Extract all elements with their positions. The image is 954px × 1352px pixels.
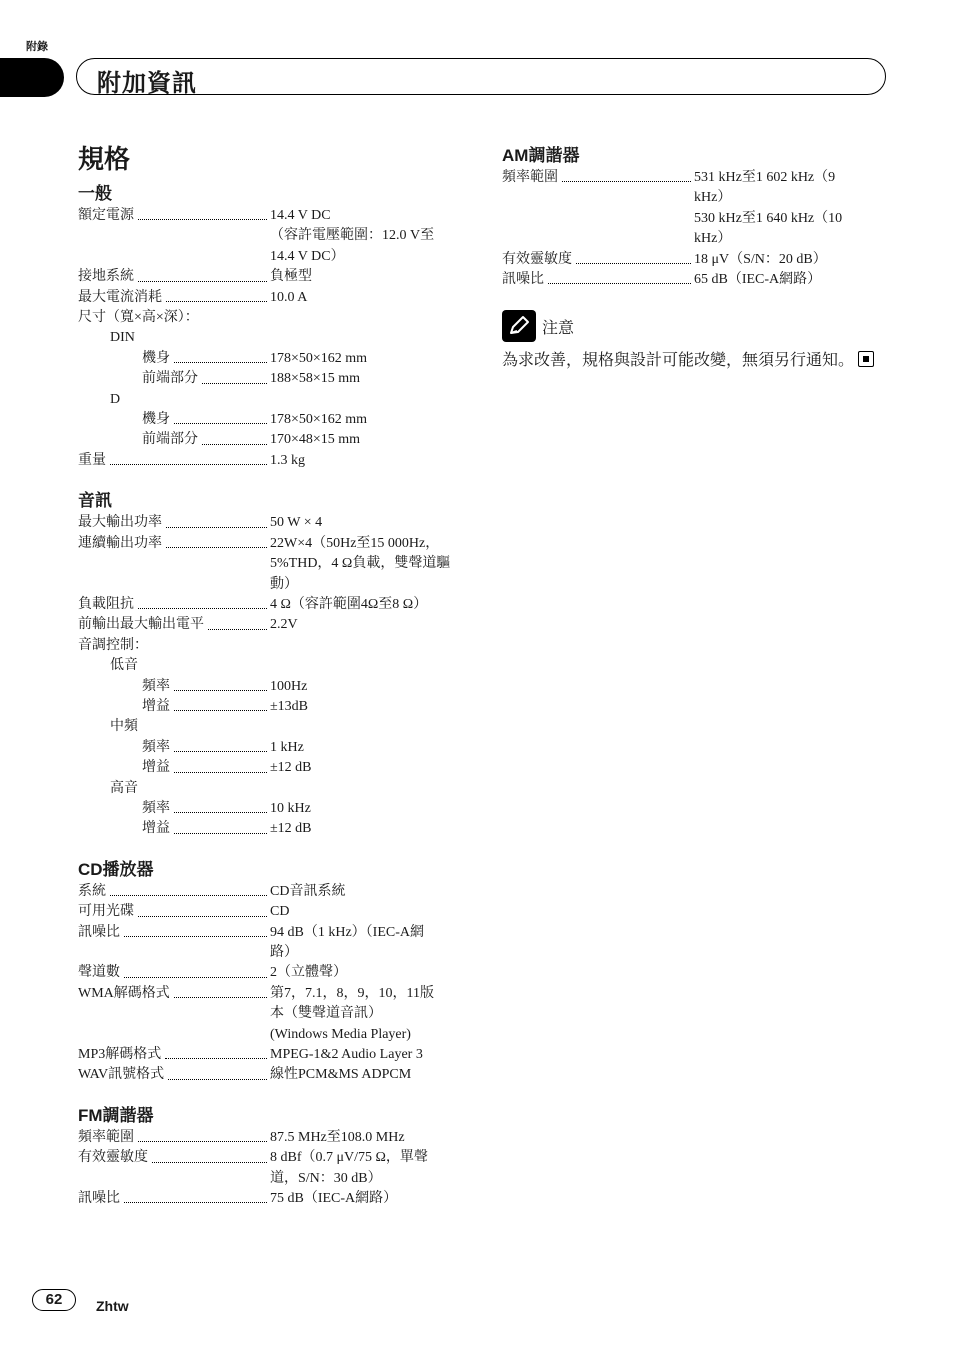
spec-subheading: D — [110, 391, 121, 407]
spec-row — [78, 1004, 473, 1024]
spec-label-text: 頻率 — [142, 739, 170, 755]
spec-label — [502, 250, 694, 270]
spec-value: 178×50×162 mm — [270, 350, 368, 366]
spec-value: kHz） — [694, 231, 732, 247]
spec-label — [78, 575, 270, 595]
spec-value: ±12 dB — [270, 760, 312, 776]
dot-leader — [174, 758, 267, 772]
spec-value: 22W×4（50Hz至15 000Hz， — [270, 535, 440, 551]
dot-leader — [166, 288, 267, 302]
spec-label — [78, 513, 270, 533]
dot-leader — [124, 923, 267, 937]
dot-leader — [166, 534, 267, 548]
spec-value: 65 dB（IEC-A網路） — [694, 272, 822, 288]
spec-label-text: 有效靈敏度 — [502, 251, 572, 267]
spec-subheading: 高音 — [110, 780, 138, 796]
spec-value: kHz） — [694, 190, 732, 206]
spec-label — [78, 1025, 270, 1045]
spec-row — [78, 1189, 473, 1209]
spec-row — [78, 902, 473, 922]
spec-value: 530 kHz至1 640 kHz（10 — [694, 210, 843, 226]
spec-label-text: 訊噪比 — [78, 1191, 120, 1207]
spec-value: 2.2V — [270, 617, 298, 633]
spec-label-text: 最大電流消耗 — [78, 289, 162, 305]
spec-value: 本（雙聲道音訊） — [270, 1006, 382, 1022]
dot-leader — [138, 267, 267, 281]
spec-value: 10.0 A — [270, 289, 308, 305]
spec-row — [78, 554, 473, 574]
spec-label-text: 頻率 — [142, 800, 170, 816]
spec-label — [78, 738, 270, 758]
dot-leader — [110, 451, 267, 465]
spec-label — [502, 270, 694, 290]
section-heading: AM調諧器 — [502, 146, 580, 165]
spec-row — [78, 984, 473, 1004]
spec-label — [78, 758, 270, 778]
section-heading: FM調諧器 — [78, 1105, 154, 1125]
spec-row — [78, 349, 473, 369]
spec-row — [78, 534, 473, 554]
spec-label-text: 額定電源 — [78, 208, 134, 223]
spec-row — [78, 513, 473, 533]
spec-row — [78, 882, 473, 902]
spec-label-text: 頻率範圍 — [78, 1129, 134, 1145]
spec-label-text: 前端部分 — [142, 371, 198, 387]
section-heading: CD播放器 — [78, 859, 154, 879]
spec-label — [78, 410, 270, 430]
spec-value: 道，S/N：30 dB） — [270, 1170, 382, 1186]
section-heading: 音訊 — [78, 491, 112, 511]
spec-row — [78, 799, 473, 819]
spec-row — [502, 270, 882, 290]
spec-value: 線性PCM&MS ADPCM — [270, 1067, 412, 1083]
spec-label — [78, 799, 270, 819]
section-spacer — [78, 471, 473, 489]
spec-label — [78, 1148, 270, 1168]
spec-row — [78, 615, 473, 635]
spec-label — [78, 819, 270, 839]
spec-label-text: WAV訊號格式 — [78, 1067, 165, 1083]
dot-leader — [165, 1045, 267, 1059]
spec-value: 94 dB（1 kHz）（IEC-A網 — [270, 924, 424, 940]
spec-label — [78, 267, 270, 287]
spec-row — [78, 943, 473, 963]
spec-value: 10 kHz — [270, 800, 311, 816]
spec-label — [78, 902, 270, 922]
spec-label — [78, 1045, 270, 1065]
spec-row — [78, 267, 473, 287]
spec-row — [78, 963, 473, 983]
spec-value: 18 μV（S/N：20 dB） — [694, 251, 827, 267]
spec-label — [78, 349, 270, 369]
spec-row — [78, 595, 473, 615]
end-mark-icon — [858, 351, 874, 367]
spec-label — [78, 369, 270, 389]
spec-value: 1 kHz — [270, 739, 304, 755]
dot-leader — [174, 799, 267, 813]
spec-label-text: 前端部分 — [142, 432, 198, 448]
spec-value: 178×50×162 mm — [270, 412, 368, 428]
language-code: Zhtw — [96, 1298, 129, 1314]
dot-leader — [138, 1128, 267, 1142]
spec-label-text: 重量 — [78, 452, 106, 468]
section-spacer — [78, 840, 473, 858]
spec-label-text: 增益 — [142, 821, 170, 837]
spec-row — [78, 410, 473, 430]
dot-leader — [202, 430, 267, 444]
spec-row — [78, 247, 473, 267]
spec-label — [78, 1065, 270, 1085]
spec-label-text: 訊噪比 — [502, 272, 544, 288]
spec-label — [502, 229, 694, 249]
dot-leader — [174, 738, 267, 752]
spec-label — [78, 1169, 270, 1189]
title-banner — [76, 58, 886, 95]
spec-label — [502, 168, 694, 188]
dot-leader — [138, 206, 267, 220]
spec-label-text: 前輸出最大輸出電平 — [78, 617, 204, 633]
spec-label — [78, 206, 270, 226]
spec-value: 5%THD，4 Ω負載，雙聲道驅 — [270, 556, 451, 572]
spec-value: 8 dBf（0.7 μV/75 Ω，單聲 — [270, 1150, 428, 1166]
spec-row — [502, 229, 882, 249]
spec-subheading: 低音 — [110, 658, 138, 674]
spec-label-text: 聲道數 — [78, 965, 120, 981]
spec-row — [78, 923, 473, 943]
spec-label — [78, 943, 270, 963]
spec-row — [78, 575, 473, 595]
spec-label-text: 機身 — [142, 350, 170, 366]
spec-label — [78, 1128, 270, 1148]
spec-row — [78, 226, 473, 246]
dot-leader — [166, 513, 267, 527]
section-tab-marker — [0, 58, 64, 97]
spec-label-text: 增益 — [142, 760, 170, 776]
spec-label — [78, 534, 270, 554]
spec-label — [78, 697, 270, 717]
section-label: 附錄 — [26, 41, 48, 53]
spec-value: (Windows Media Player) — [270, 1026, 411, 1042]
spec-value: 4 Ω（容許範圍4Ω至8 Ω） — [270, 596, 428, 612]
dot-leader — [174, 677, 267, 691]
spec-label — [78, 595, 270, 615]
spec-label — [78, 247, 270, 267]
spec-label-text: 系統 — [78, 883, 106, 899]
spec-value: MPEG-1&2 Audio Layer 3 — [270, 1047, 423, 1063]
dot-leader — [208, 615, 267, 629]
spec-value: 87.5 MHz至108.0 MHz — [270, 1129, 405, 1145]
spec-main-title: 規格 — [78, 144, 131, 174]
spec-row — [502, 209, 882, 229]
spec-label — [78, 288, 270, 308]
spec-value: 50 W × 4 — [270, 515, 323, 531]
spec-row — [78, 288, 473, 308]
spec-label-text: 連續輸出功率 — [78, 535, 162, 551]
spec-row — [78, 738, 473, 758]
dot-leader — [174, 819, 267, 833]
spec-row — [78, 430, 473, 450]
spec-label-text: 機身 — [142, 412, 170, 428]
dot-leader — [152, 1148, 267, 1162]
spec-label — [78, 554, 270, 574]
dot-leader — [138, 595, 267, 609]
dot-leader — [110, 882, 267, 896]
spec-label — [78, 430, 270, 450]
spec-value: 14.4 V DC — [270, 208, 331, 223]
spec-subheading: 音調控制： — [78, 637, 148, 653]
spec-value: ±12 dB — [270, 821, 312, 837]
spec-label-text: 增益 — [142, 698, 170, 714]
spec-row — [78, 1045, 473, 1065]
dot-leader — [124, 1189, 267, 1203]
spec-row — [78, 677, 473, 697]
spec-value: 負極型 — [270, 269, 312, 285]
dot-leader — [174, 349, 267, 363]
spec-subheading: DIN — [110, 330, 135, 346]
spec-row — [78, 369, 473, 389]
spec-row — [502, 188, 882, 208]
spec-value: 75 dB（IEC-A網路） — [270, 1191, 398, 1207]
note-title: 注意 — [542, 319, 575, 337]
spec-label — [78, 963, 270, 983]
spec-row — [78, 1128, 473, 1148]
spec-label-text: WMA解碼格式 — [78, 985, 170, 1001]
spec-value: 188×58×15 mm — [270, 371, 361, 387]
spec-label-text: 頻率範圍 — [502, 170, 558, 185]
spec-value: 531 kHz至1 602 kHz（9 — [694, 170, 836, 185]
spec-label-text: 頻率 — [142, 678, 170, 694]
spec-value: 動） — [270, 576, 298, 592]
spec-row — [78, 1025, 473, 1045]
dot-leader — [174, 410, 267, 424]
spec-label-text: 訊噪比 — [78, 924, 120, 940]
dot-leader — [548, 270, 691, 284]
spec-label — [502, 209, 694, 229]
spec-label — [502, 188, 694, 208]
spec-value: 1.3 kg — [270, 452, 305, 468]
dot-leader — [168, 1065, 267, 1079]
spec-label-text: 可用光碟 — [78, 904, 134, 920]
spec-label-text: 最大輸出功率 — [78, 515, 162, 531]
dot-leader — [138, 902, 267, 916]
spec-label — [78, 226, 270, 246]
spec-row — [78, 1169, 473, 1189]
dot-leader — [576, 250, 691, 264]
left-column — [78, 140, 473, 1209]
spec-row — [78, 1148, 473, 1168]
spec-row — [78, 1065, 473, 1085]
spec-row — [78, 819, 473, 839]
note-block — [502, 310, 882, 372]
spec-label — [78, 882, 270, 902]
spec-value: 路） — [270, 945, 298, 960]
note-text — [502, 350, 874, 372]
spec-value: 100Hz — [270, 678, 308, 694]
dot-leader — [124, 963, 267, 977]
spec-label-text: 負載阻抗 — [78, 596, 134, 612]
spec-label — [78, 451, 270, 471]
spec-label — [78, 923, 270, 943]
spec-label — [78, 615, 270, 635]
spec-subheading: 中頻 — [110, 719, 138, 735]
dot-leader — [174, 984, 267, 998]
spec-row — [78, 758, 473, 778]
spec-value: 2（立體聲） — [270, 965, 347, 981]
spec-label-text: 接地系統 — [78, 269, 134, 285]
spec-label — [78, 984, 270, 1004]
spec-row — [78, 451, 473, 471]
spec-value: 第7，7.1，8，9，10，11版 — [270, 985, 434, 1001]
section-heading: 一般 — [78, 184, 112, 203]
spec-row — [78, 697, 473, 717]
page-title: 附加資訊 — [97, 70, 197, 97]
spec-value: CD音訊系統 — [270, 883, 346, 899]
dot-leader — [174, 697, 267, 711]
spec-row — [78, 206, 473, 226]
spec-value: 170×48×15 mm — [270, 432, 361, 448]
spec-value: ±13dB — [270, 698, 309, 714]
section-spacer — [78, 1086, 473, 1104]
note-text-content: 為求改善，規格與設計可能改變，無須另行通知。 — [502, 352, 855, 370]
dot-leader — [562, 168, 691, 182]
spec-value: （容許電壓範圍：12.0 V至 — [270, 228, 435, 244]
spec-subheading: 尺寸（寬×高×深）： — [78, 310, 199, 326]
page-number: 62 — [32, 1289, 76, 1311]
spec-label-text: MP3解碼格式 — [78, 1047, 162, 1063]
spec-value: 14.4 V DC） — [270, 248, 345, 264]
right-column — [502, 140, 882, 372]
spec-label — [78, 1189, 270, 1209]
spec-value: CD — [270, 904, 290, 920]
spec-row — [502, 168, 882, 188]
spec-label-text: 有效靈敏度 — [78, 1150, 148, 1166]
pencil-note-icon — [502, 310, 536, 342]
spec-label — [78, 677, 270, 697]
dot-leader — [202, 369, 267, 383]
spec-row — [502, 250, 882, 270]
spec-label — [78, 1004, 270, 1024]
